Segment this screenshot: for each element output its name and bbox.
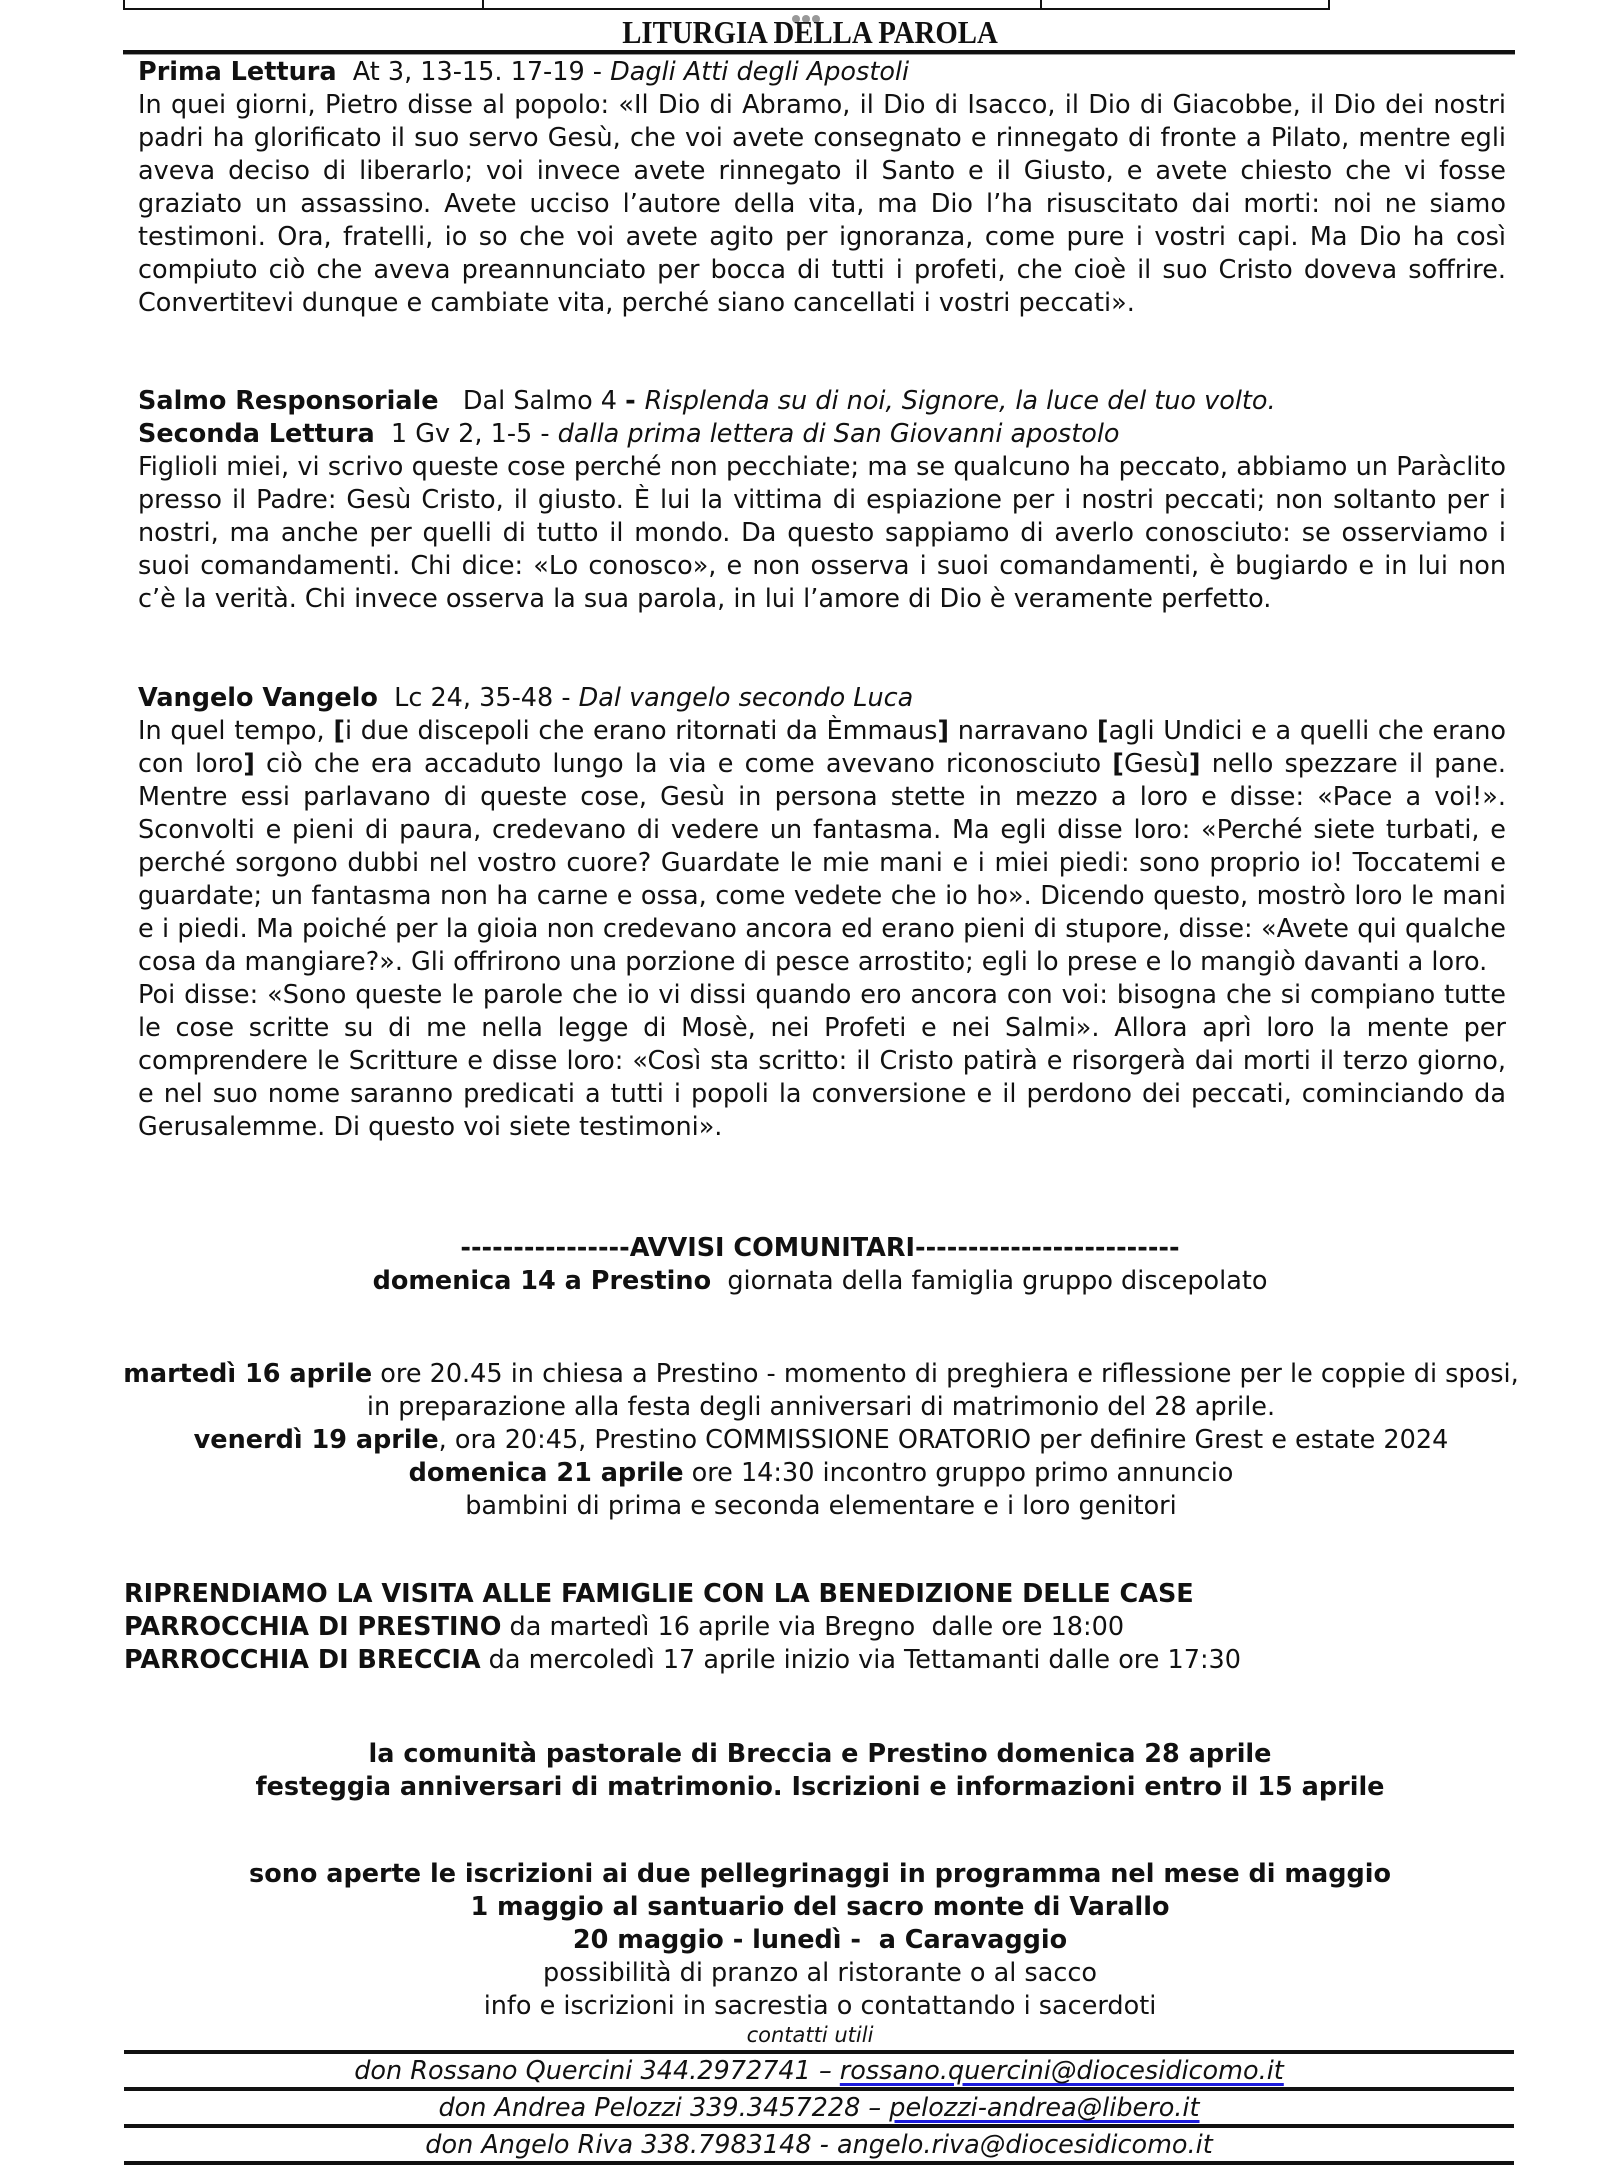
prima-lettura-text: In quei giorni, Pietro disse al popolo: «Il Dio di Abramo, il Dio di Isacco, il Dio di Giacobbe, il Dio dei nostri padri ha glorificato il suo servo Gesù, che voi avete consegnato e rinnegato di fronte a Pilato, mentre egli aveva deciso di liberarlo; voi invece avete rinnegato il Santo e il Giusto, e avete chiesto che vi fosse graziato un assassino. Avete ucciso l’autore della vita, ma Dio l’ha risuscitato dai morti: noi ne siamo testimoni. Ora, fratelli, io so che voi avete agito per ignoranza, come pure i vostri capi. Ma Dio ha così compiuto ciò che aveva preannunciato per bocca di tutti i profeti, che cioè il suo Cristo doveva soffrire. Convertitevi dunque e cambiate vita, perché siano cancellati i vostri peccati». [138,90,1506,318]
parish-name: PARROCCHIA DI BRECCIA [124,1645,481,1675]
bracket: ] [937,716,950,746]
salmo-header [138,385,1506,418]
vangelo-source: Dal vangelo secondo Luca [578,683,914,713]
text: 1 maggio al santuario del sacro monte di Varallo [470,1892,1170,1922]
bracket: [ [333,716,345,746]
avvisi-heading-text: ----------------AVVISI COMUNITARI------------------------- [460,1233,1180,1263]
avviso-text: , ora 20:45, Prestino COMMISSIONE ORATORIO per definire Grest e estate 2024 [438,1425,1449,1455]
benedizione-section [124,1578,1524,1677]
pellegrinaggi-line-2 [120,1891,1520,1924]
text: i due discepoli che erano ritornati da Èmmaus [344,716,938,746]
text: agli Undici e a quelli che erano con loro [138,716,1506,779]
benedizione-prestino [124,1611,1524,1644]
anniversari-section [120,1738,1520,1804]
benedizione-heading-text: RIPRENDIAMO LA VISITA ALLE FAMIGLIE CON LA BENEDIZIONE DELLE CASE [124,1579,1194,1609]
text: ciò che era accaduto lungo la via e come avevano riconosciuto [254,749,1113,779]
contact-row [124,2124,1514,2165]
text: festeggia anniversari di matrimonio. Iscrizioni e informazioni entro il 15 aprile [255,1772,1385,1802]
avviso-text: giornata della famiglia gruppo discepolato [711,1266,1268,1296]
avvisi-section [120,1232,1520,1298]
prima-lettura-header [138,56,1506,89]
text: sono aperte le iscrizioni ai due pellegrinaggi in programma nel mese di maggio [249,1859,1391,1889]
text: In quel tempo, [138,716,334,746]
salmo-label: Salmo Responsoriale [138,386,439,416]
avviso-date: domenica 14 a Prestino [372,1266,712,1296]
prima-lettura-ref: At 3, 13-15. 17-19 - [352,57,611,87]
avvisi-events [122,1358,1520,1523]
parish-schedule: da martedì 16 aprile via Bregno dalle ore 18:00 [501,1612,1125,1642]
avviso-date: venerdì 19 aprile [193,1425,439,1455]
contact-email: angelo.riva@diocesidicomo.it [837,2130,1213,2160]
seconda-lettura-text: Figlioli miei, vi scrivo queste cose perché non pecchiate; ma se qualcuno ha peccato, abbiamo un Paràclito presso il Padre: Gesù Cristo, il giusto. È lui la vittima di espiazione per i nostri peccati; non soltanto per i nostri, ma anche per quelli di tutto il mondo. Da questo sappiamo di averlo conosciuto: se osserviamo i suoi comandamenti. Chi dice: «Lo conosco», e non osserva i suoi comandamenti, è bugiardo e in lui non c’è la verità. Chi invece osserva la sua parola, in lui l’amore di Dio è veramente perfetto. [138,452,1506,614]
anniversari-line-2 [120,1771,1520,1804]
text: narravano [949,716,1097,746]
prima-lettura-label: Prima Lettura [138,57,337,87]
title-rule [123,50,1515,55]
vangelo-text-1 [138,715,1506,979]
seconda-lettura-source: dalla prima lettera di San Giovanni apostolo [557,419,1120,449]
vangelo-section [138,682,1506,1144]
vangelo-header [138,682,1506,715]
contact-name-phone: don Rossano Quercini 344.2972741 – [354,2056,840,2086]
page-title: LITURGIA DELLA PAROLA [622,14,998,50]
text: nello spezzare il pane. Mentre essi parlavano di queste cose, Gesù in persona stette in mezzo a loro e disse: «Pace a voi!». Sconvolti e pieni di paura, credevano di vedere un fantasma. Ma egli disse loro: «Perché siete turbati, e perché sorgono dubbi nel vostro cuore? Guardate le mie mani e i miei piedi: sono proprio io! Toccatemi e guardate; un fantasma non ha carne e ossa, come vedete che io ho». Dicendo questo, mostrò loro le mani e i piedi. Ma poiché per la gioia non credevano ancora ed erano pieni di stupore, disse: «Avete qui qualche cosa da mangiare?». Gli offrirono una porzione di pesce arrostito; egli lo prese e lo mangiò davanti a loro. [138,749,1506,977]
benedizione-heading [124,1578,1524,1611]
table-divider [482,0,484,8]
pellegrinaggi-section [120,1858,1520,2023]
pellegrinaggi-line-3 [120,1924,1520,1957]
table-divider [1040,0,1042,8]
salmo-refrain: Risplenda su di noi, Signore, la luce del tuo volto. [644,386,1276,416]
pellegrinaggi-line-1 [120,1858,1520,1891]
text: 20 maggio - lunedì - a Caravaggio [572,1925,1068,1955]
bracket: [ [1112,749,1124,779]
contact-email-link[interactable]: rossano.quercini@diocesidicomo.it [839,2056,1284,2086]
pellegrinaggi-line-4: possibilità di pranzo al ristorante o al sacco [543,1958,1097,1988]
parish-schedule: da mercoledì 17 aprile inizio via Tettamanti dalle ore 17:30 [480,1645,1242,1675]
seconda-lettura-ref: 1 Gv 2, 1-5 - [390,419,558,449]
contatti-label: contatti utili [746,2023,874,2047]
salmo-section [138,385,1506,616]
salmo-ref: Dal Salmo 4 [462,386,626,416]
parish-name: PARROCCHIA DI PRESTINO [124,1612,502,1642]
seconda-lettura-label: Seconda Lettura [138,419,375,449]
salmo-dash: - [625,386,645,416]
avvisi-heading [120,1232,1520,1265]
prima-lettura-source: Dagli Atti degli Apostoli [610,57,910,87]
avviso-venerdi-19 [122,1424,1520,1457]
bracket: ] [1188,749,1201,779]
contact-name-phone: don Angelo Riva 338.7983148 - [425,2130,837,2160]
bracket: ] [243,749,255,779]
contact-name-phone: don Andrea Pelozzi 339.3457228 – [438,2093,890,2123]
avviso-text: ore 14:30 incontro gruppo primo annuncio [683,1458,1234,1488]
text: la comunità pastorale di Breccia e Prestino domenica 28 aprile [368,1739,1272,1769]
avviso-domenica-14 [120,1265,1520,1298]
bracket: [ [1096,716,1109,746]
avviso-domenica-21-line2: bambini di prima e seconda elementare e i loro genitori [465,1491,1177,1521]
avviso-martedi-16 [122,1358,1520,1424]
vangelo-ref: Lc 24, 35-48 - [394,683,579,713]
avviso-domenica-21 [122,1457,1520,1490]
text: Gesù [1123,749,1189,779]
avviso-text: ore 20.45 in chiesa a Prestino - momento di preghiera e riflessione per le coppie di sposi, in preparazione alla festa degli anniversari di matrimonio del 28 aprile. [366,1359,1519,1422]
contact-row [124,2087,1514,2124]
seconda-lettura-header [138,418,1506,451]
contact-row [124,2050,1514,2087]
avviso-date: martedì 16 aprile [123,1359,373,1389]
previous-table-bottom [123,0,1330,10]
anniversari-line-1 [120,1738,1520,1771]
contacts-table [124,2050,1514,2165]
avviso-date: domenica 21 aprile [408,1458,684,1488]
prima-lettura-section [138,56,1506,320]
vangelo-label: Vangelo Vangelo [138,683,378,713]
contact-email-link[interactable]: pelozzi-andrea@libero.it [889,2093,1200,2123]
vangelo-text-2: Poi disse: «Sono queste le parole che io vi dissi quando ero ancora con voi: bisogna che si compiano tutte le cose scritte su di me nella legge di Mosè, nei Profeti e nei Salmi». Allora aprì loro la mente per comprendere le Scritture e disse loro: «Così sta scritto: il Cristo patirà e risorgerà dai morti il terzo giorno, e nel suo nome saranno predicati a tutti i popoli la conversione e il perdono dei peccati, cominciando da Gerusalemme. Di questo voi siete testimoni». [138,980,1506,1142]
benedizione-breccia [124,1644,1524,1677]
pellegrinaggi-line-5: info e iscrizioni in sacrestia o contattando i sacerdoti [483,1991,1157,2021]
